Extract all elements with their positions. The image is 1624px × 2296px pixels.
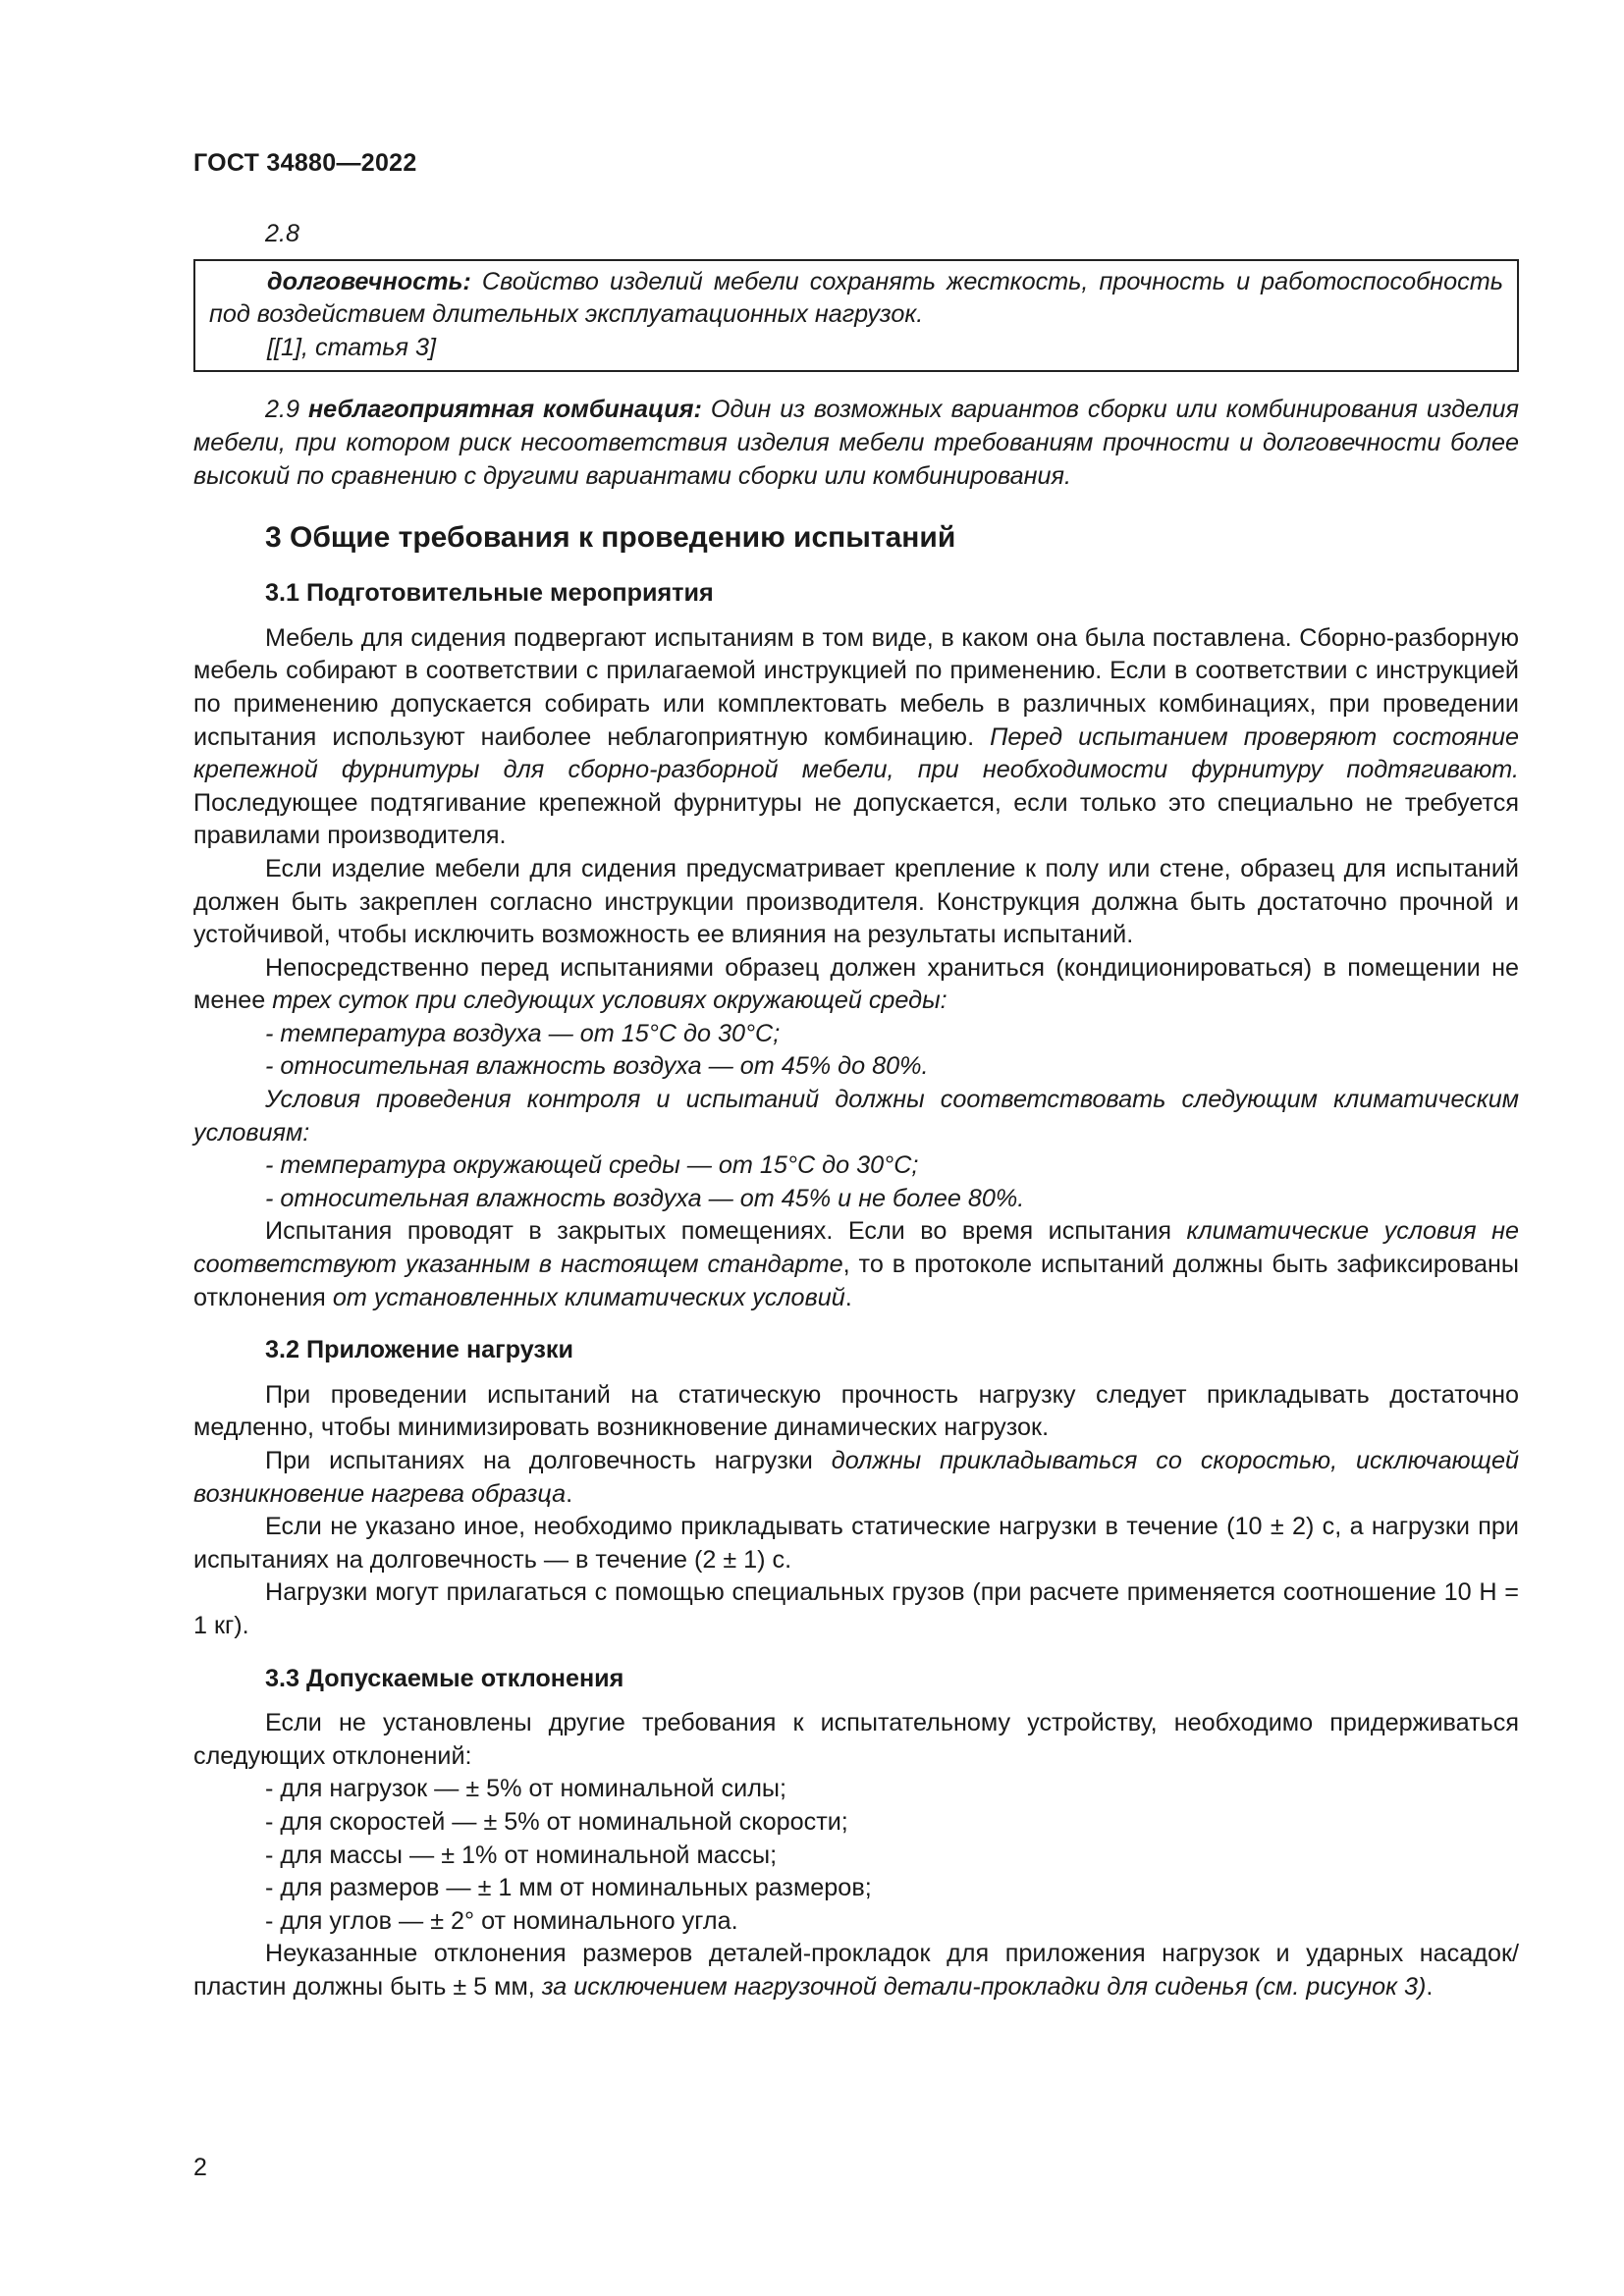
paragraph: Если изделие мебели для сидения предусматривает крепление к полу или стене, образец для испытаний должен быть закреплен согласно инструкции производителя. Конструкция должна быть достаточно прочной и устойчивой, чтобы исключить возможность ее влияния на результаты испытаний. xyxy=(193,854,1519,949)
subsection-3-3-title: 3.3 Допускаемые отклонения xyxy=(265,1664,624,1692)
list-item: - относительная влажность воздуха — от 45% до 80%. xyxy=(265,1052,929,1081)
definition-2-9 xyxy=(193,394,1519,493)
section-3-title: 3 Общие требования к проведению испытаний xyxy=(265,521,956,555)
text-run: При испытаниях на долговечность нагрузки xyxy=(265,1447,832,1474)
text-run: . xyxy=(1426,1972,1434,2001)
definition-term: долговечность: xyxy=(267,267,471,295)
text-run: . xyxy=(844,1283,852,1311)
definition-text: Свойство изделий мебели сохранять жесткость, прочность и работоспособность под воздействием длительных эксплуатационных нагрузок. xyxy=(209,267,1503,329)
text-run: Мебель для сидения подвергают испытаниям в том виде, в каком она была поставлена. Сборно-разборную мебель собирают в соответствии с прилагаемой инструкцией по применению. Если в соответствии с инструкцией по применению допускается собирать или комплектовать мебель в различных комбинациях, при проведении испытания используют наиболее неблагоприятную комбинацию. xyxy=(193,623,1519,751)
definition-term: неблагоприятная комбинация: xyxy=(307,396,702,424)
subsection-3-1-title: 3.1 Подготовительные мероприятия xyxy=(265,579,714,608)
italic-run: от установленных климатических условий xyxy=(332,1283,845,1311)
paragraph: Если не указано иное, необходимо прикладывать статические нагрузки в течение (10 ± 2) с, а нагрузки при испытаниях на долговечность — в течение (2 ± 1) с. xyxy=(193,1513,1519,1574)
italic-run: климатические условия не соответствуют указанным в настоящем стандарте xyxy=(193,1217,1520,1279)
italic-run: Перед испытанием проверяют состояние крепежной фурнитуры для сборно-разборной мебели, при необходимости фурнитуру подтягивают. xyxy=(193,722,1520,784)
paragraph: Если не установлены другие требования к испытательному устройству, необходимо придерживаться следующих отклонений: xyxy=(193,1709,1519,1770)
list-item: - для скоростей — ± 5% от номинальной скорости; xyxy=(265,1807,848,1836)
list-item: - для нагрузок — ± 5% от номинальной силы; xyxy=(265,1775,787,1803)
text-run: , то в протоколе испытаний должны быть зафиксированы отклонения xyxy=(193,1251,1519,1311)
paragraph xyxy=(193,622,1519,853)
definition-reference: [[1], статья 3] xyxy=(267,333,436,361)
definition-text: Один из возможных вариантов сборки или комбинирования изделия мебели, при котором риск несоответствия изделия мебели требованиям прочности и долговечности более высокий по сравнению с другими вариантами сборки или комбинирования. xyxy=(193,396,1520,490)
text-run: Последующее подтягивание крепежной фурнитуры не допускается, если только это специально не требуется правилами производителя. xyxy=(193,788,1519,850)
list-item: - относительная влажность воздуха — от 45% и не более 80%. xyxy=(265,1184,1025,1212)
definition-number: 2.9 xyxy=(265,396,308,424)
italic-run: за исключением нагрузочной детали-прокладки для сиденья (см. рисунок 3) xyxy=(541,1972,1427,2001)
paragraph: При проведении испытаний на статическую прочность нагрузку следует прикладывать достаточно медленно, чтобы минимизировать возникновение динамических нагрузок. xyxy=(193,1380,1519,1442)
paragraph: Нагрузки могут прилагаться с помощью специальных грузов (при расчете применяется соотношение 10 Н = 1 кг). xyxy=(193,1578,1519,1639)
paragraph xyxy=(193,1938,1519,2003)
page-content xyxy=(193,218,1519,2004)
list-item: - для размеров — ± 1 мм от номинальных размеров; xyxy=(265,1874,872,1902)
list-item: - температура окружающей среды — от 15°С до 30°С; xyxy=(265,1151,919,1180)
paragraph xyxy=(193,1445,1519,1511)
list-item: - для массы — ± 1% от номинальной массы; xyxy=(265,1841,778,1869)
list-item: - для углов — ± 2° от номинального угла. xyxy=(265,1906,738,1935)
italic-run: должны прикладываться со скоростью, исключающей возникновение нагрева образца xyxy=(193,1447,1519,1508)
text-run: . xyxy=(566,1479,573,1508)
page-number: 2 xyxy=(193,2154,207,2181)
definition-number: 2.8 xyxy=(265,220,300,247)
text-run: Испытания проводят в закрытых помещениях. Если во время испытания xyxy=(265,1217,1187,1246)
definition-box xyxy=(193,259,1519,373)
definition-paragraph xyxy=(209,266,1503,332)
paragraph xyxy=(193,952,1519,1018)
subsection-3-2-title: 3.2 Приложение нагрузки xyxy=(265,1336,573,1364)
paragraph: Условия проведения контроля и испытаний должны соответствовать следующим климатическим условиям: xyxy=(193,1086,1519,1147)
paragraph xyxy=(193,1215,1519,1314)
text-run: Непосредственно перед испытаниями образец должен храниться (кондиционироваться) в помещении не менее xyxy=(193,953,1519,1015)
document-header: ГОСТ 34880—2022 xyxy=(193,149,417,177)
list-item: - температура воздуха — от 15°С до 30°С; xyxy=(265,1019,781,1047)
text-run: Неуказанные отклонения размеров деталей-прокладок для приложения нагрузок и ударных насадок/пластин должны быть ± 5 мм, xyxy=(193,1940,1519,2001)
italic-run: трех суток при следующих условиях окружающей среды: xyxy=(272,987,947,1015)
